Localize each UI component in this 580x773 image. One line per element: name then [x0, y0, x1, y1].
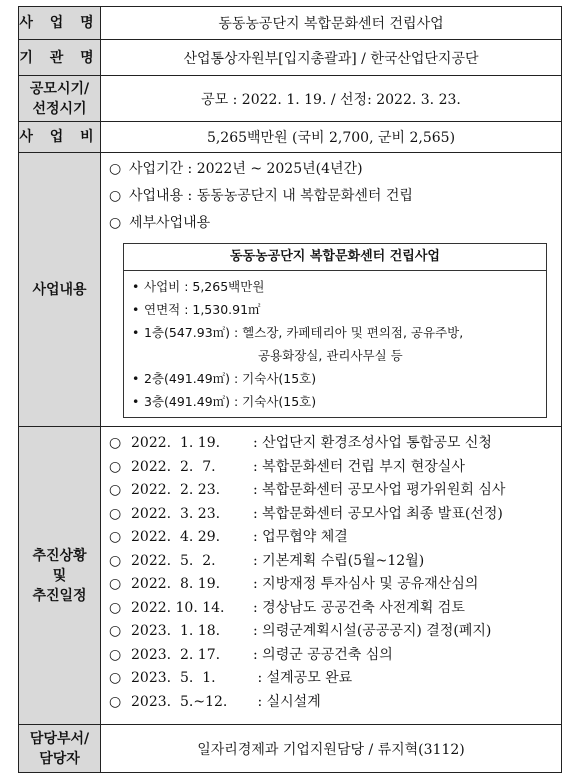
dot-bullet-icon: •: [132, 302, 140, 317]
timing-value: 공모 : 2022. 1. 19. / 선정: 2022. 3. 23.: [101, 76, 562, 122]
circle-bullet-icon: ○: [109, 599, 122, 616]
row-contact: [19, 725, 562, 773]
progress-label-line1: 추진상황: [32, 547, 87, 564]
detail-item: [132, 367, 538, 390]
row-agency: [19, 40, 562, 76]
circle-bullet-icon: ○: [109, 576, 122, 592]
schedule-item: [101, 503, 561, 527]
row-content: [19, 153, 562, 427]
content-item-text: 사업내용 : 동동농공단지 내 복합문화센터 건립: [129, 188, 413, 204]
progress-label: [19, 427, 101, 725]
schedule-item: [101, 550, 561, 574]
cost-label: 사 업 비: [19, 122, 101, 153]
schedule-date: 2022. 2. 7.: [131, 458, 216, 475]
circle-bullet-icon: ○: [109, 458, 122, 475]
detail-item-text: 3층(491.49㎡) : 기숙사(15호): [144, 394, 317, 409]
content-cell: [101, 153, 562, 427]
dot-bullet-icon: •: [132, 371, 140, 386]
circle-bullet-icon: ○: [109, 188, 122, 204]
circle-bullet-icon: ○: [109, 693, 122, 710]
row-business-name: [19, 7, 562, 40]
detail-item-text: 사업비 : 5,265백만원: [144, 279, 265, 294]
schedule-text: : 기본계획 수립(5월~12월): [253, 552, 425, 569]
schedule-item: [101, 644, 561, 668]
schedule-text: : 의령군계획시설(공공공지) 결정(폐지): [253, 623, 492, 639]
schedule-text: : 지방재정 투자심사 및 공유재산심의: [253, 576, 479, 592]
row-timing: [19, 76, 562, 122]
schedule-item: [101, 456, 561, 480]
schedule-text: : 업무협약 체결: [253, 529, 348, 545]
schedule-text: : 복합문화센터 공모사업 평가위원회 심사: [253, 482, 506, 498]
contact-label-line2: 담당자: [39, 750, 80, 767]
schedule-date: 2022. 8. 19.: [131, 576, 221, 592]
contact-label-line1: 담당부서/: [29, 730, 90, 747]
detail-item-text: 2층(491.49㎡) : 기숙사(15호): [144, 371, 317, 386]
schedule-text: : 경상남도 공공건축 사전계획 검토: [253, 599, 465, 616]
circle-bullet-icon: ○: [109, 505, 122, 522]
content-label: 사업내용: [19, 153, 101, 427]
schedule-text: : 복합문화센터 건립 부지 현장실사: [253, 458, 465, 475]
detail-item-text: 1층(547.93㎡) : 헬스장, 카페테리아 및 편의점, 공유주방,: [144, 325, 464, 340]
detail-box: [123, 243, 547, 418]
schedule-text: : 설계공모 완료: [253, 670, 353, 686]
schedule-date: 2022. 5. 2.: [131, 552, 216, 569]
circle-bullet-icon: ○: [109, 215, 122, 231]
schedule-date: 2022. 2. 23.: [131, 482, 221, 498]
dot-bullet-icon: •: [132, 394, 140, 409]
detail-item: [132, 321, 538, 344]
detail-item: [132, 275, 538, 298]
schedule-text: : 의령군 공공건축 심의: [253, 646, 393, 663]
schedule-date: 2022. 4. 29.: [131, 529, 221, 545]
schedule-date: 2023. 1. 18.: [131, 623, 221, 639]
dot-bullet-icon: •: [132, 325, 140, 340]
circle-bullet-icon: ○: [109, 552, 122, 569]
schedule-item: [101, 691, 561, 715]
schedule-date: 2023. 5. 1.: [131, 670, 216, 686]
circle-bullet-icon: ○: [109, 435, 122, 451]
progress-cell: [101, 427, 562, 725]
schedule-text: : 실시설계: [253, 693, 321, 710]
schedule-date: 2023. 5.~12.: [131, 693, 228, 710]
content-item: [101, 183, 561, 210]
dot-bullet-icon: •: [132, 279, 140, 294]
contact-value: 일자리경제과 기업지원담당 / 류지혁(3112): [101, 725, 562, 773]
business-name-label: 사 업 명: [19, 7, 101, 40]
schedule-item: [101, 479, 561, 503]
schedule-item: [101, 432, 561, 456]
detail-item-text: 연면적 : 1,530.91㎡: [144, 302, 261, 317]
schedule-item: [101, 597, 561, 621]
progress-label-line3: 추진일정: [32, 587, 87, 604]
circle-bullet-icon: ○: [109, 646, 122, 663]
detail-item: [132, 298, 538, 321]
circle-bullet-icon: ○: [109, 529, 122, 545]
row-cost: [19, 122, 562, 153]
row-progress: [19, 427, 562, 725]
schedule-item: [101, 620, 561, 644]
progress-label-line2: 및: [52, 567, 67, 584]
content-item-text: 세부사업내용: [129, 215, 211, 231]
detail-item: [132, 390, 538, 413]
agency-value: 산업통상자원부[입지총괄과] / 한국산업단지공단: [101, 40, 562, 76]
schedule-item: [101, 573, 561, 597]
project-summary-table: [18, 6, 562, 773]
timing-label-line1: 공모시기/: [29, 80, 90, 97]
circle-bullet-icon: ○: [109, 623, 122, 639]
business-name-value: 동동농공단지 복합문화센터 건립사업: [101, 7, 562, 40]
detail-box-body: [124, 271, 546, 417]
contact-label: [19, 725, 101, 773]
circle-bullet-icon: ○: [109, 482, 122, 498]
content-item: [101, 210, 561, 237]
content-item-text: 사업기간 : 2022년 ~ 2025년(4년간): [129, 161, 363, 177]
schedule-date: 2023. 2. 17.: [131, 646, 221, 663]
schedule-date: 2022. 10. 14.: [131, 599, 225, 616]
schedule-item: [101, 667, 561, 691]
schedule-date: 2022. 1. 19.: [131, 435, 221, 451]
circle-bullet-icon: ○: [109, 161, 122, 177]
schedule-item: [101, 526, 561, 550]
detail-box-title: 동동농공단지 복합문화센터 건립사업: [124, 244, 546, 271]
agency-label: 기 관 명: [19, 40, 101, 76]
schedule-date: 2022. 3. 23.: [131, 505, 221, 522]
timing-label-line2: 선정시기: [32, 100, 87, 117]
schedule-text: : 산업단지 환경조성사업 통합공모 신청: [253, 435, 492, 451]
timing-label: [19, 76, 101, 122]
circle-bullet-icon: ○: [109, 670, 122, 686]
schedule-text: : 복합문화센터 공모사업 최종 발표(선정): [253, 505, 503, 522]
cost-value: 5,265백만원 (국비 2,700, 군비 2,565): [101, 122, 562, 153]
detail-item-continuation: 공용화장실, 관리사무실 등: [258, 348, 403, 363]
content-item: [101, 156, 561, 183]
